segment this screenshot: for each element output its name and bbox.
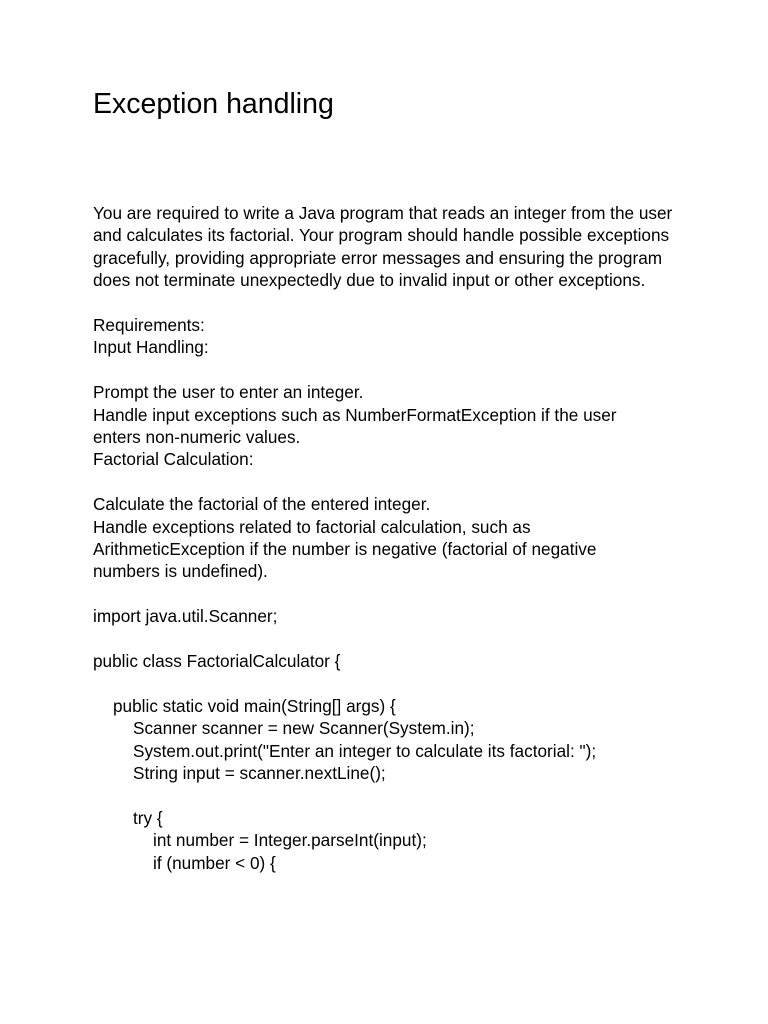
input-exceptions-text-line-1: Handle input exceptions such as NumberFormatException if the user bbox=[93, 404, 617, 425]
factorial-exceptions-text-line-3: numbers is undefined). bbox=[93, 561, 268, 582]
paragraph-gap bbox=[93, 628, 693, 650]
intro-paragraph: You are required to write a Java program that reads an integer from the user and calculates its factorial. Your program should handle possible exceptions gracefully, providing appropriate error messages and ensuring the program does not terminate unexpectedly due to invalid input or other exceptions. bbox=[93, 203, 673, 291]
factorial-calc-text: Calculate the factorial of the entered integer. bbox=[93, 494, 431, 515]
factorial-exceptions-text-line-2: ArithmeticException if the number is negative (factorial of negative bbox=[93, 539, 597, 560]
factorial-exceptions-text-line-1: Handle exceptions related to factorial calculation, such as bbox=[93, 516, 531, 537]
paragraph-gap bbox=[93, 784, 693, 806]
input-handling-heading: Input Handling: bbox=[93, 337, 209, 358]
paragraph-gap bbox=[93, 292, 693, 314]
code-scanner-line: Scanner scanner = new Scanner(System.in); bbox=[133, 718, 475, 739]
requirements-heading: Requirements: bbox=[93, 315, 205, 336]
paragraph-gap bbox=[93, 471, 693, 493]
code-try-line: try { bbox=[133, 807, 163, 828]
paragraph-gap bbox=[93, 672, 693, 694]
code-print-line: System.out.print("Enter an integer to calculate its factorial: "); bbox=[133, 740, 597, 761]
code-import-line: import java.util.Scanner; bbox=[93, 606, 278, 627]
code-input-line: String input = scanner.nextLine(); bbox=[133, 763, 386, 784]
paragraph-gap bbox=[93, 583, 693, 605]
code-class-line: public class FactorialCalculator { bbox=[93, 651, 341, 672]
factorial-calculation-heading: Factorial Calculation: bbox=[93, 449, 254, 470]
code-parse-line: int number = Integer.parseInt(input); bbox=[153, 830, 427, 851]
document-body bbox=[93, 202, 693, 874]
input-prompt-text: Prompt the user to enter an integer. bbox=[93, 382, 364, 403]
document-title: Exception handling bbox=[93, 88, 334, 120]
input-exceptions-text-line-2: enters non-numeric values. bbox=[93, 427, 301, 448]
paragraph-gap bbox=[93, 359, 693, 381]
code-main-line: public static void main(String[] args) { bbox=[113, 695, 396, 716]
code-if-line: if (number < 0) { bbox=[153, 852, 276, 873]
